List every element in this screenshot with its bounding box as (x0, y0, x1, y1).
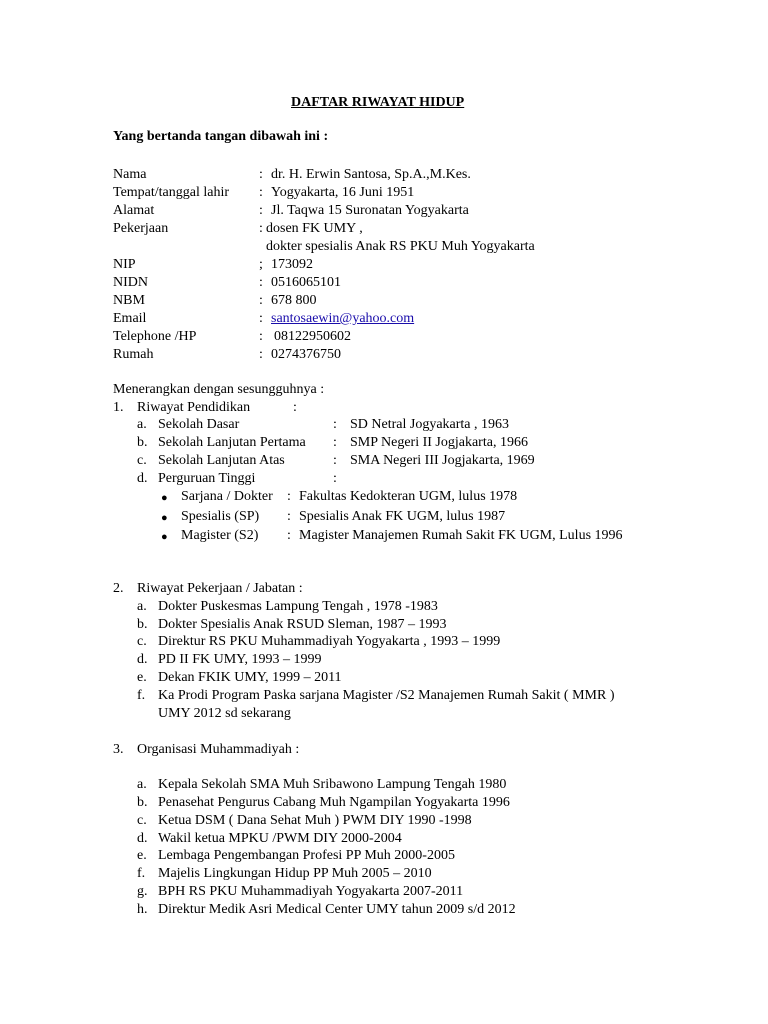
list-letter: g. (137, 884, 148, 899)
education-label: Sekolah Dasar (158, 417, 240, 432)
organization-item: Lembaga Pengembangan Profesi PP Muh 2000-2005 (158, 848, 455, 863)
identity-label: Rumah (113, 347, 154, 362)
degree-label: Magister (S2) (181, 528, 259, 543)
identity-phone-value: 08122950602 (274, 329, 351, 344)
email-link[interactable]: santosaewin@yahoo.com (271, 311, 415, 326)
organization-item: Kepala Sekolah SMA Muh Sribawono Lampung Tengah 1980 (158, 777, 507, 792)
education-label: Sekolah Lanjutan Atas (158, 453, 285, 468)
organization-item: Direktur Medik Asri Medical Center UMY tahun 2009 s/d 2012 (158, 902, 516, 917)
identity-sep: : (259, 185, 263, 200)
identity-nbm-value: 678 800 (271, 293, 317, 308)
identity-label: Alamat (113, 203, 155, 218)
organization-item: Ketua DSM ( Dana Sehat Muh ) PWM DIY 1990 -1998 (158, 813, 472, 828)
identity-sep: : (259, 221, 263, 236)
section2-number: 2. (113, 581, 124, 596)
identity-sep: ; (259, 257, 263, 272)
identity-sep: : (259, 293, 263, 308)
identity-label: NIDN (113, 275, 148, 290)
degree-sep: : (287, 528, 291, 543)
job-item: Dokter Spesialis Anak RSUD Sleman, 1987 – 1993 (158, 617, 447, 632)
job-item-continuation: UMY 2012 sd sekarang (158, 706, 291, 721)
organization-item: Majelis Lingkungan Hidup PP Muh 2005 – 2010 (158, 866, 432, 881)
degree-sep: : (287, 489, 291, 504)
identity-label: Pekerjaan (113, 221, 169, 236)
list-letter: c. (137, 453, 147, 468)
job-item: Dekan FKIK UMY, 1999 – 2011 (158, 670, 342, 685)
identity-label: Telephone /HP (113, 329, 197, 344)
list-letter: b. (137, 617, 148, 632)
intro-text: Yang bertanda tangan dibawah ini : (113, 129, 329, 144)
degree-sep: : (287, 509, 291, 524)
degree-value: Magister Manajemen Rumah Sakit FK UGM, Lulus 1996 (299, 528, 623, 543)
degree-label: Sarjana / Dokter (181, 489, 273, 504)
education-sep: : (333, 471, 337, 486)
list-letter: e. (137, 670, 147, 685)
identity-nip-value: 173092 (271, 257, 313, 272)
identity-label: NBM (113, 293, 145, 308)
section3-number: 3. (113, 742, 124, 757)
section1-sep: : (293, 400, 297, 415)
job-item: PD II FK UMY, 1993 – 1999 (158, 652, 322, 667)
identity-label: Email (113, 311, 147, 326)
identity-sep: : (259, 347, 263, 362)
identity-label: Nama (113, 167, 147, 182)
identity-sep: : (259, 275, 263, 290)
list-letter: f. (137, 688, 146, 703)
list-letter: a. (137, 599, 147, 614)
list-letter: c. (137, 634, 147, 649)
section1-heading: Riwayat Pendidikan (137, 400, 251, 415)
identity-home-value: 0274376750 (271, 347, 341, 362)
identity-job-value: dosen FK UMY , (266, 221, 363, 236)
organization-item: BPH RS PKU Muhammadiyah Yogyakarta 2007-2011 (158, 884, 464, 899)
list-letter: d. (137, 831, 148, 846)
job-item: Direktur RS PKU Muhammadiyah Yogyakarta , 1993 – 1999 (158, 634, 501, 649)
education-value: SMP Negeri II Jogjakarta, 1966 (350, 435, 528, 450)
education-value: SMA Negeri III Jogjakarta, 1969 (350, 453, 535, 468)
degree-label: Spesialis (SP) (181, 509, 260, 524)
education-sep: : (333, 435, 337, 450)
list-letter: d. (137, 652, 148, 667)
list-letter: h. (137, 902, 148, 917)
identity-nidn-value: 0516065101 (271, 275, 341, 290)
section3-heading: Organisasi Muhammadiyah : (137, 742, 300, 757)
document-title: DAFTAR RIWAYAT HIDUP (291, 95, 465, 110)
list-letter: a. (137, 777, 147, 792)
identity-sep: : (259, 203, 263, 218)
identity-name-value: dr. H. Erwin Santosa, Sp.A.,M.Kes. (271, 167, 471, 182)
identity-job-value-2: dokter spesialis Anak RS PKU Muh Yogyakarta (266, 239, 535, 254)
degree-value: Spesialis Anak FK UGM, lulus 1987 (299, 509, 506, 524)
education-sep: : (333, 453, 337, 468)
list-letter: c. (137, 813, 147, 828)
identity-label: Tempat/tanggal lahir (113, 185, 230, 200)
identity-sep: : (259, 311, 263, 326)
bullet-icon: ● (161, 512, 168, 524)
identity-address-value: Jl. Taqwa 15 Suronatan Yogyakarta (271, 203, 469, 218)
organization-item: Wakil ketua MPKU /PWM DIY 2000-2004 (158, 831, 402, 846)
statement-text: Menerangkan dengan sesungguhnya : (113, 382, 325, 397)
identity-label: NIP (113, 257, 136, 272)
education-sep: : (333, 417, 337, 432)
education-label: Sekolah Lanjutan Pertama (158, 435, 306, 450)
list-letter: e. (137, 848, 147, 863)
identity-birth-value: Yogyakarta, 16 Juni 1951 (271, 185, 415, 200)
section2-heading: Riwayat Pekerjaan / Jabatan : (137, 581, 303, 596)
list-letter: d. (137, 471, 148, 486)
education-label: Perguruan Tinggi (158, 471, 256, 486)
job-item: Dokter Puskesmas Lampung Tengah , 1978 -1983 (158, 599, 438, 614)
bullet-icon: ● (161, 531, 168, 543)
list-letter: b. (137, 435, 148, 450)
list-letter: b. (137, 795, 148, 810)
list-letter: f. (137, 866, 146, 881)
job-item: Ka Prodi Program Paska sarjana Magister /S2 Manajemen Rumah Sakit ( MMR ) (158, 688, 615, 703)
degree-value: Fakultas Kedokteran UGM, lulus 1978 (299, 489, 518, 504)
bullet-icon: ● (161, 492, 168, 504)
education-value: SD Netral Jogyakarta , 1963 (350, 417, 510, 432)
identity-sep: : (259, 329, 263, 344)
organization-item: Penasehat Pengurus Cabang Muh Ngampilan Yogyakarta 1996 (158, 795, 510, 810)
identity-sep: : (259, 167, 263, 182)
list-letter: a. (137, 417, 147, 432)
section1-number: 1. (113, 400, 124, 415)
